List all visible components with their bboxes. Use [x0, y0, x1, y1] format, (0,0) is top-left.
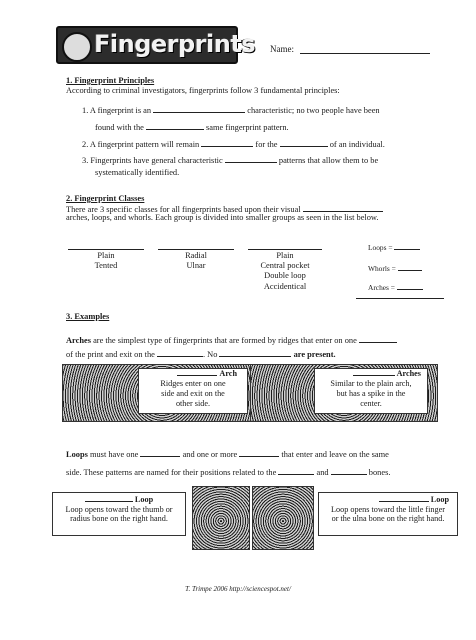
arches-caption-title: Arches: [315, 369, 427, 379]
blank: [359, 334, 397, 343]
class1-item: Tented: [94, 261, 118, 270]
arches-line1: Arches are the simplest type of fingerprints that are formed by ridges that enter on one: [66, 334, 397, 346]
blank: [177, 369, 217, 376]
blank: [201, 138, 253, 147]
total-line: [356, 298, 444, 299]
whorls-count: Whorls =: [368, 264, 422, 274]
radial-loop-fingerprint-image: [192, 486, 250, 550]
class3-item: Double loop: [264, 271, 306, 280]
principle-2: 2. A fingerprint pattern will remain for the of an individual.: [82, 140, 385, 149]
magnifier-icon: [62, 32, 92, 62]
principle-1-line2: found with the same fingerprint pattern.: [95, 123, 289, 132]
ulnar-loop-fingerprint-image: [252, 486, 314, 550]
loops-line1: Loops must have one and one or more that enter and leave on the same: [66, 450, 389, 459]
principle-1-line1: 1. A fingerprint is an characteristic; no two people have been: [82, 106, 380, 115]
class-blank-1: [68, 249, 144, 250]
radial-loop-caption-title: Loop: [53, 493, 185, 505]
ulnar-loop-caption-title: Loop: [319, 493, 457, 505]
arch-caption-title: Arch: [139, 369, 247, 379]
blank: [303, 203, 383, 212]
fingerprints-logo: [56, 26, 256, 64]
blank: [397, 283, 423, 290]
plain-arch-caption: Arch Ridges enter on one side and exit on the other side.: [138, 368, 248, 414]
blank: [157, 348, 203, 357]
tented-arch-caption: Arches Similar to the plain arch, but has a spike in the center.: [314, 368, 428, 414]
class3-item: Plain: [276, 251, 294, 260]
blank: [353, 369, 395, 376]
section3-title: 3. Examples: [66, 312, 110, 321]
class2-item: Radial: [185, 251, 207, 260]
section2-line1: There are 3 specific classes for all fingerprints based upon their visual: [66, 203, 383, 215]
name-label: Name:: [270, 44, 294, 54]
blank: [394, 243, 420, 250]
logo-text: Fingerprints: [94, 30, 256, 58]
blank: [379, 495, 429, 502]
class2-item: Ulnar: [186, 261, 206, 270]
class-blank-3: [248, 249, 322, 250]
blank: [225, 154, 277, 163]
section2-title: 2. Fingerprint Classes: [66, 194, 145, 203]
section2-line2: arches, loops, and whorls. Each group is divided into smaller groups as seen in the list below.: [66, 213, 379, 222]
blank: [146, 121, 204, 130]
class1-item: Plain: [97, 251, 115, 260]
blank: [278, 466, 314, 475]
blank: [280, 138, 328, 147]
class3-item: Accidentical: [263, 282, 307, 291]
ulnar-loop-caption: Loop Loop opens toward the little finger or the ulna bone on the right hand.: [318, 492, 458, 536]
loops-count: Loops =: [368, 243, 420, 253]
radial-loop-caption: Loop Loop opens toward the thumb or radius bone on the right hand.: [52, 492, 186, 536]
arches-line2: of the print and exit on the . No are present.: [66, 350, 336, 359]
principle-3-line1: 3. Fingerprints have general characteristic patterns that allow them to be: [82, 156, 379, 165]
section1-title: 1. Fingerprint Principles: [66, 76, 155, 85]
blank: [331, 466, 367, 475]
blank: [219, 348, 291, 357]
blank: [85, 495, 133, 502]
blank: [239, 448, 279, 457]
arches-count: Arches =: [368, 283, 423, 293]
footer-credit: T. Trimpe 2006 http://sciencespot.net/: [185, 585, 291, 593]
blank: [398, 264, 422, 271]
principle-3-line2: systematically identified.: [95, 168, 180, 177]
class3-item: Central pocket: [260, 261, 310, 270]
loops-line2: side. These patterns are named for their positions related to the and bones.: [66, 468, 391, 477]
blank: [140, 448, 180, 457]
class-blank-2: [158, 249, 234, 250]
name-blank: [300, 53, 430, 54]
blank: [153, 104, 245, 113]
section1-intro: According to criminal investigators, fingerprints follow 3 fundamental principles:: [66, 86, 340, 95]
